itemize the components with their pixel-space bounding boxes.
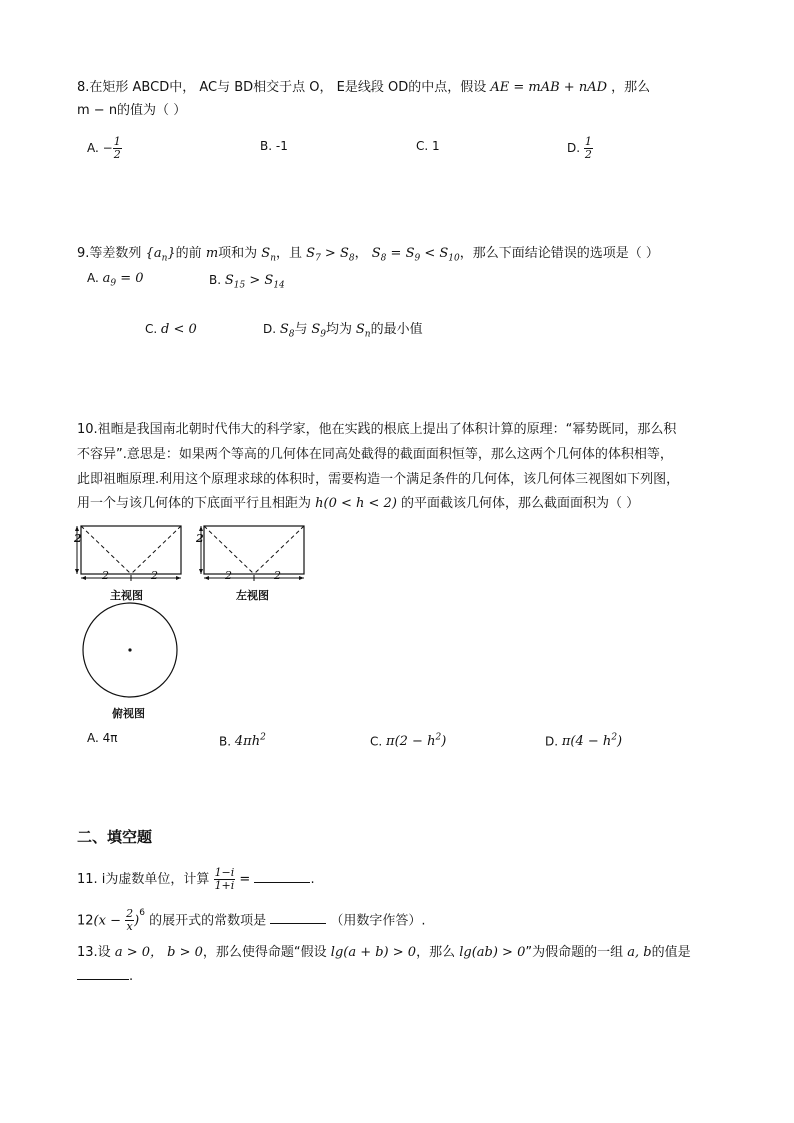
top-view-label: 俯视图: [112, 707, 145, 720]
q10-option-b: B. $4\pi h^2$: [219, 733, 266, 750]
q9-option-d: D. $S_8$与 $S_9$均为 $S_n$的最小值: [263, 322, 423, 340]
side-width-left-label: 2: [225, 569, 232, 582]
q9-line1: 9.等差数列 $\{a_n\}$的前 m项和为 $S_n$，且 $S_7 > S_8$， $S_8 = S_9 < S_{10}$，那么下面结论错误的选项是（ ）: [77, 246, 659, 264]
q8-line1: [77, 78, 650, 98]
q10-line3: 此即祖暅原理.利用这个原理求球的体积时，需要构造一个满足条件的几何体，该几何体三视图如下列图，: [77, 472, 680, 487]
front-height-label: 2: [74, 532, 82, 545]
q8-option-d: D. $\frac{1}{2}$: [567, 135, 592, 161]
q8-d-fraction: $\frac{1}{2}$: [584, 135, 592, 161]
q8-stem-tail: ，那么: [611, 80, 651, 95]
q13-line2: .: [77, 967, 133, 987]
q12-line: 12(x − $\frac{2}{x}$ )$^6$ 的展开式的常数项是 （用数字作答）.: [77, 907, 426, 934]
top-view: [83, 603, 177, 697]
front-width-left-label: 2: [102, 569, 109, 582]
q9-option-a: A. $a_9 = 0$: [87, 271, 144, 289]
side-view: [199, 526, 304, 581]
q10-option-d: D. $\pi(4 - h^2)$: [545, 733, 623, 750]
q10-option-c: C. $\pi(2 - h^2)$: [370, 733, 447, 750]
q10-line1: 10.祖暅是我国南北朝时代伟大的科学家，他在实践的根底上提出了体积计算的原理：“幂势既同，那么积: [77, 422, 677, 437]
q8-option-c: C. 1: [416, 139, 440, 153]
q8-line2: m − n的值为（ ）: [77, 103, 187, 118]
q10-line4: 用一个与该几何体的下底面平行且相距为 h(0 < h < 2) 的平面截该几何体，那么截面面积为（ ）: [77, 496, 640, 511]
q13-line1: 13.设 a > 0， b > 0，那么使得命题“假设 lg(a + b) > 0，那么 lg(ab) > 0”为假命题的一组 a, b的值是: [77, 945, 691, 960]
q8-stem: 8.在矩形 ABCD中， AC与 BD相交于点 O， E是线段 OD的中点，假设: [77, 80, 487, 95]
three-view-figure: [74, 522, 314, 722]
side-view-label: 左视图: [236, 589, 269, 602]
q9-option-b: B. $S_{15} > S_{14}$: [209, 273, 285, 291]
q8-option-b: B. -1: [260, 139, 288, 153]
side-width-right-label: 2: [274, 569, 281, 582]
q8-option-a: A. − $\frac{1}{2}$: [87, 135, 121, 161]
front-width-right-label: 2: [151, 569, 158, 582]
q13-answer-blank[interactable]: [77, 979, 129, 980]
section-fill-in-title: 二、填空题: [77, 828, 153, 846]
q9-option-c: C. d < 0: [145, 322, 197, 337]
q12-fraction: $\frac{2}{x}$: [126, 907, 134, 934]
q12-answer-blank[interactable]: [270, 923, 326, 924]
q10-line2: 不容异”.意思是：如果两个等高的几何体在同高处截得的截面面积恒等，那么这两个几何体的体积相等，: [77, 447, 673, 462]
side-height-label: 2: [196, 532, 204, 545]
q8-a-fraction: $\frac{1}{2}$: [113, 135, 121, 161]
q10-option-a: A. 4π: [87, 731, 118, 745]
q11-line: 11. i为虚数单位，计算 $\frac{1-i}{1+i}$ = .: [77, 866, 315, 892]
q11-answer-blank[interactable]: [254, 882, 310, 883]
front-view: [75, 526, 181, 581]
front-view-label: 主视图: [110, 589, 143, 602]
q8-vector-expr: AE = mAB + nAD: [490, 80, 608, 95]
q11-fraction: $\frac{1-i}{1+i}$: [214, 866, 235, 892]
